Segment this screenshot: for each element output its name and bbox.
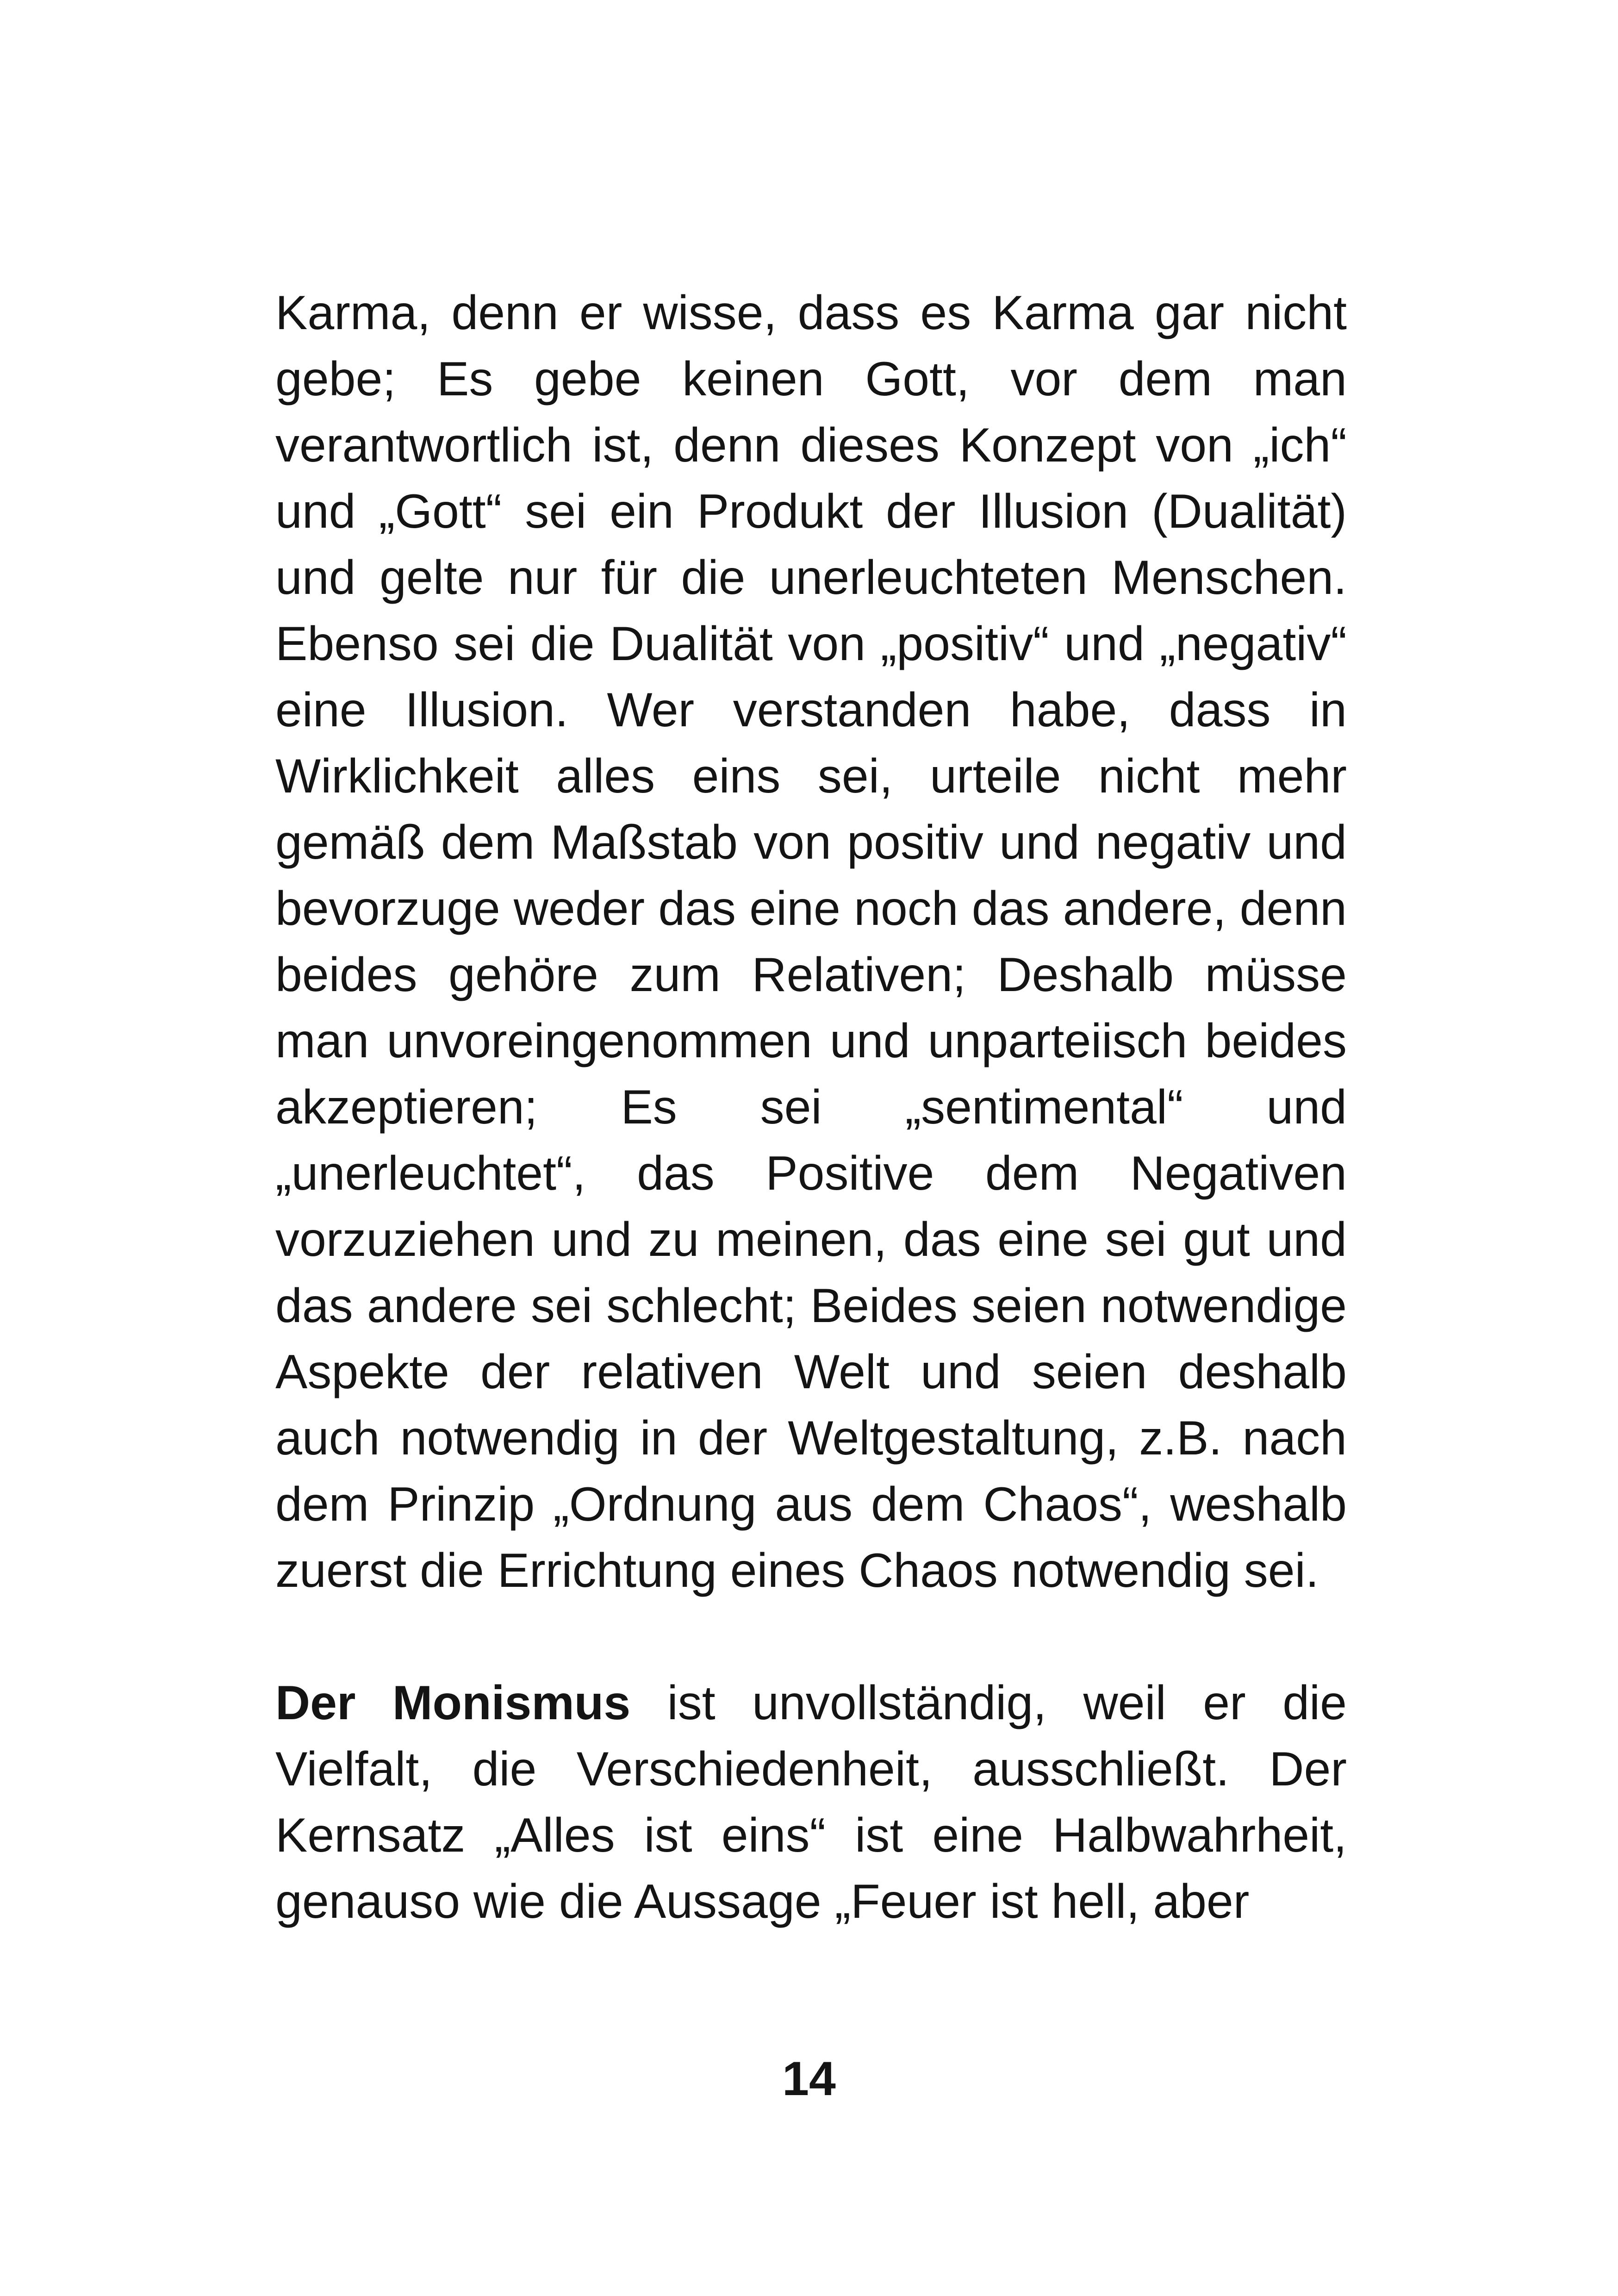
paragraph-2-text: ist unvollständig, weil er die Vielfalt, die Verschiedenheit, ausschließt. Der Kernsatz „Alles ist eins“ ist eine Halbwahrheit, genauso wie die Aussage „Feuer ist hell, aber xyxy=(275,1676,1347,1928)
paragraph-1: Karma, denn er wisse, dass es Karma gar nicht gebe; Es gebe keinen Gott, vor dem man verantwortlich ist, denn dieses Konzept von „ich“ und „Gott“ sei ein Produkt der Illusion (Dualität) und gelte nur für die unerleuchteten Menschen. Ebenso sei die Dualität von „positiv“ und „negativ“ eine Illusion. Wer verstanden habe, dass in Wirklichkeit alles eins sei, urteile nicht mehr gemäß dem Maßstab von positiv und negativ und bevorzuge weder das eine noch das andere, denn beides gehöre zum Relativen; Deshalb müsse man unvoreingenommen und unparteiisch beides akzeptieren; Es sei „sentimental“ und „unerleuchtet“, das Positive dem Negativen vorzuziehen und zu meinen, das eine sei gut und das andere sei schlecht; Beides seien notwendige Aspekte der relativen Welt und seien deshalb auch notwendig in der Weltgestaltung, z.B. nach dem Prinzip „Ordnung aus dem Chaos“, weshalb zuerst die Errichtung eines Chaos notwendig sei. xyxy=(275,286,1347,1597)
body-text xyxy=(275,280,1347,1935)
bold-term-monismus: Der Monismus xyxy=(275,1676,631,1730)
page-number: 14 xyxy=(782,2052,836,2106)
paragraph-2 xyxy=(275,1670,1347,1935)
